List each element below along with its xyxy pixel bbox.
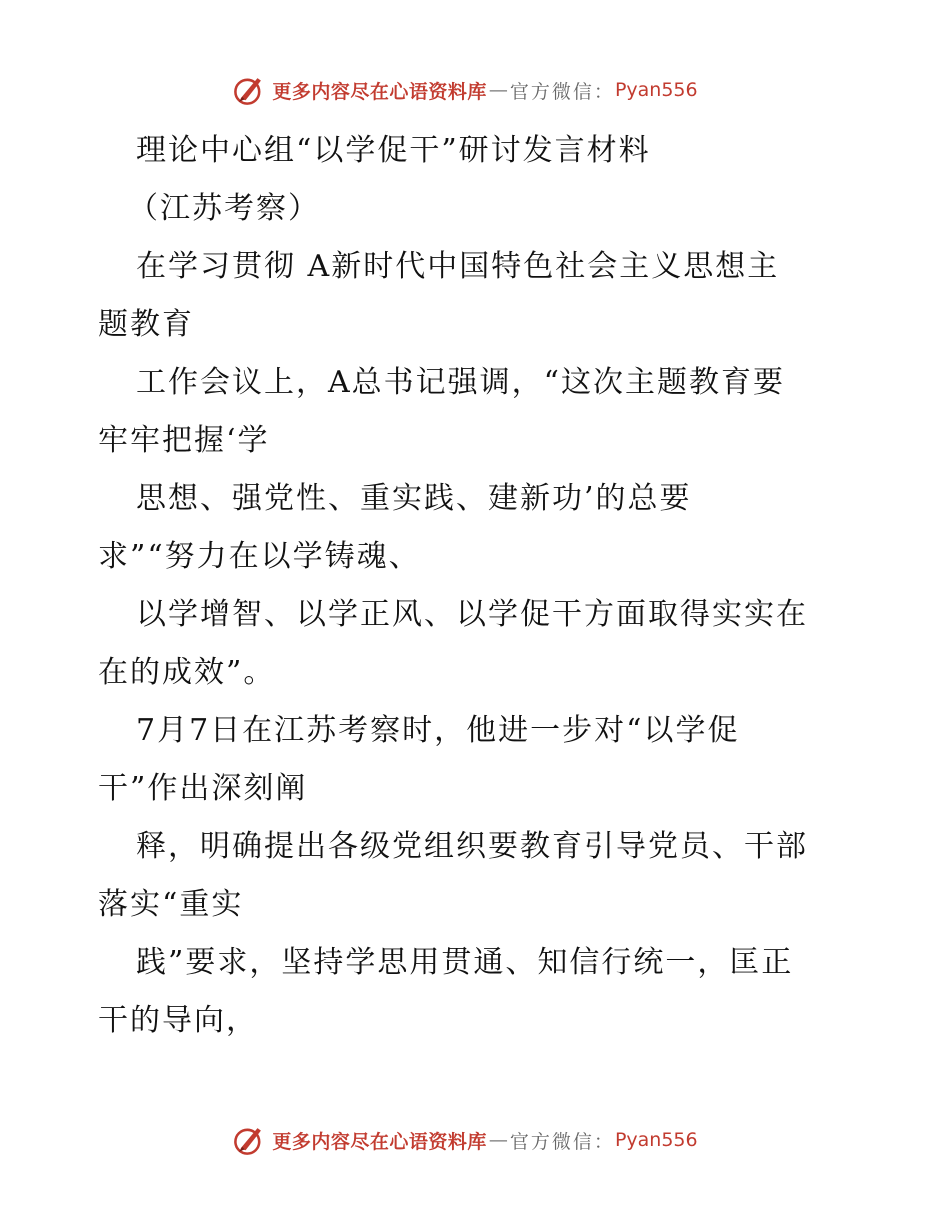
watermark-brand-text: 更多内容尽在心语资料库 — [272, 80, 487, 103]
document-title: 理论中心组“以学促干”研讨发言材料 — [136, 133, 651, 168]
header-watermark — [0, 70, 950, 110]
watermark-wechat-label: 官方微信： — [509, 1130, 615, 1153]
paragraph-line: 干的导向， — [98, 1003, 258, 1038]
paragraph-line: 工作会议上，A总书记强调，“这次主题教育要 — [136, 365, 786, 400]
paragraph-line: 在的成效”。 — [98, 655, 276, 690]
paragraph-line: 干”作出深刻阐 — [98, 771, 308, 806]
paragraph-line: 7月7日在江苏考察时，他进一步对“以学促 — [136, 713, 740, 748]
watermark-separator: — — [488, 1129, 508, 1151]
document-body — [98, 122, 858, 1050]
watermark-separator: — — [488, 79, 508, 101]
watermark-wechat-label: 官方微信： — [509, 80, 615, 103]
watermark-wechat-id: Pyan556 — [614, 1129, 698, 1151]
paragraph-line: 牢牢把握‘学 — [98, 423, 270, 458]
watermark-brand-text: 更多内容尽在心语资料库 — [272, 1130, 487, 1153]
paragraph-line: 题教育 — [98, 307, 194, 342]
paragraph-line: 以学增智、以学正风、以学促干方面取得实实在 — [136, 597, 808, 632]
paragraph-line: 释，明确提出各级党组织要教育引导党员、干部 — [136, 829, 808, 864]
document-subtitle: （江苏考察） — [128, 191, 320, 226]
paragraph-line: 思想、强党性、重实践、建新功’的总要 — [136, 481, 692, 516]
paragraph-line: 落实“重实 — [98, 887, 244, 922]
paragraph-line: 求”“努力在以学铸魂、 — [98, 539, 421, 574]
footer-watermark — [0, 1120, 950, 1160]
paragraph-line: 践”要求，坚持学思用贯通、知信行统一，匡正 — [136, 945, 794, 980]
paragraph-line: 在学习贯彻 A新时代中国特色社会主义思想主 — [136, 249, 780, 284]
quill-pen-logo-icon — [232, 1123, 266, 1157]
quill-pen-logo-icon — [232, 73, 266, 107]
watermark-wechat-id: Pyan556 — [614, 79, 698, 101]
